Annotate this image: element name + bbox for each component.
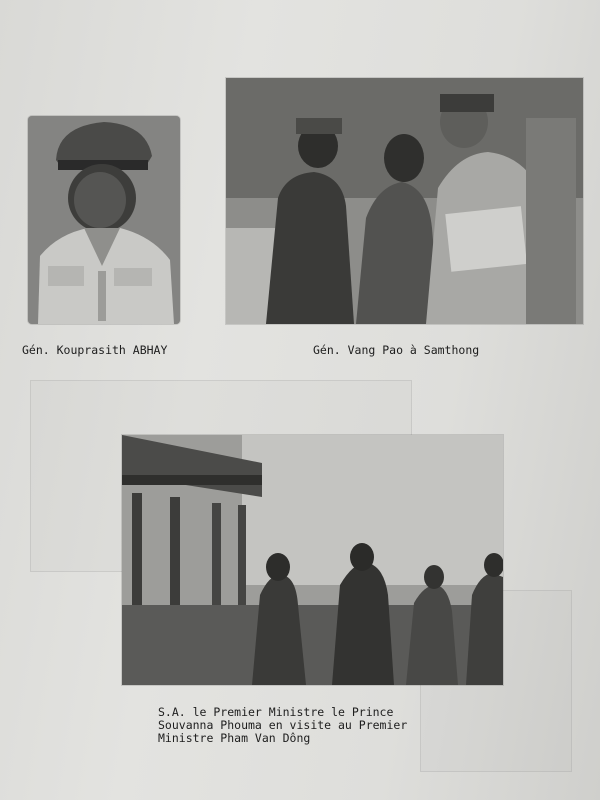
caption-kouprasith-abhay: Gén. Kouprasith ABHAY xyxy=(22,343,168,357)
caption-souvanna-line-3: Ministre Pham Van Dông xyxy=(158,731,311,745)
photo-kouprasith-abhay xyxy=(28,116,180,324)
caption-souvanna-line-2: Souvanna Phouma en visite au Premier xyxy=(158,718,408,732)
photo-vang-pao-samthong xyxy=(226,78,583,324)
caption-vang-pao-samthong: Gén. Vang Pao à Samthong xyxy=(313,343,480,357)
caption-souvanna-line-1: S.A. le Premier Ministre le Prince xyxy=(158,705,394,719)
photo-souvanna-phouma-visit xyxy=(122,435,503,685)
